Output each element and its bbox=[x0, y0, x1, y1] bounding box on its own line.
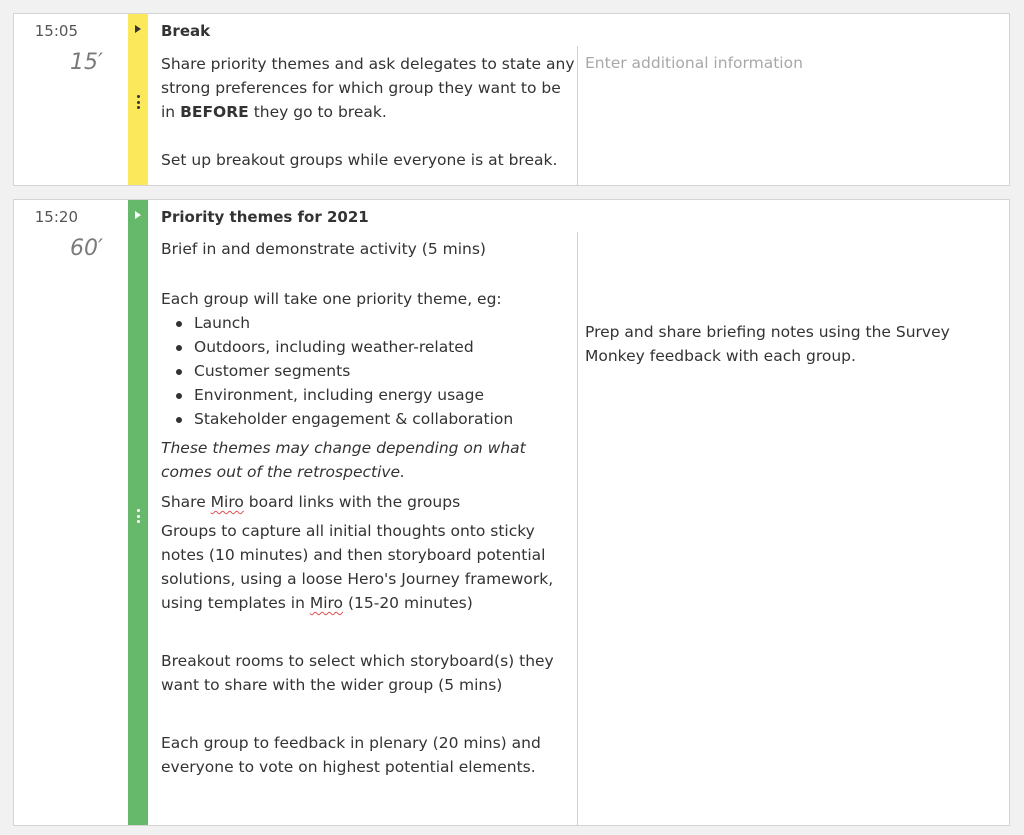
content-paragraph: Share priority themes and ask delegates to state any strong preferences for which group they want to be in BEFORE they go to break. bbox=[161, 55, 575, 121]
content-paragraph: Each group will take one priority theme, eg: bbox=[161, 290, 502, 308]
agenda-item-break[interactable] bbox=[13, 13, 1010, 186]
column-divider bbox=[577, 232, 578, 826]
content-paragraph: Each group to feedback in plenary (20 mins) and everyone to vote on highest potential elements. bbox=[161, 734, 541, 776]
spellcheck-word[interactable]: Miro bbox=[210, 493, 244, 511]
start-time[interactable]: 15:05 bbox=[34, 22, 78, 40]
list-item: Stakeholder engagement & collaboration bbox=[173, 407, 577, 431]
list-item: Launch bbox=[173, 311, 577, 335]
spellcheck-word[interactable]: Miro bbox=[309, 594, 344, 612]
duration[interactable]: 15′ bbox=[70, 50, 103, 75]
content-paragraph: Breakout rooms to select which storyboard(s) they want to share with the wider group (5 mins) bbox=[161, 652, 554, 694]
item-title[interactable]: Priority themes for 2021 bbox=[161, 208, 369, 226]
time-column bbox=[14, 14, 128, 185]
color-bar[interactable] bbox=[128, 14, 148, 185]
content-paragraph: Brief in and demonstrate activity (5 mins) bbox=[161, 240, 486, 258]
expand-arrow-icon[interactable] bbox=[135, 25, 141, 33]
list-item: Customer segments bbox=[173, 359, 577, 383]
item-content[interactable] bbox=[161, 237, 577, 779]
additional-info-field[interactable]: Enter additional information bbox=[585, 54, 803, 72]
start-time[interactable]: 15:20 bbox=[34, 208, 78, 226]
expand-arrow-icon[interactable] bbox=[135, 211, 141, 219]
content-paragraph: Set up breakout groups while everyone is at break. bbox=[161, 151, 558, 169]
list-item: Environment, including energy usage bbox=[173, 383, 577, 407]
drag-handle-icon[interactable] bbox=[136, 509, 140, 523]
column-divider bbox=[577, 46, 578, 186]
item-title[interactable]: Break bbox=[161, 22, 211, 40]
content-note: These themes may change depending on what comes out of the retrospective. bbox=[161, 439, 526, 481]
item-content[interactable] bbox=[161, 52, 577, 172]
theme-list bbox=[161, 311, 577, 431]
time-column bbox=[14, 200, 128, 825]
agenda-item-priority-themes[interactable] bbox=[13, 199, 1010, 826]
additional-info-field[interactable]: Prep and share briefing notes using the Survey Monkey feedback with each group. bbox=[585, 323, 950, 365]
color-bar[interactable] bbox=[128, 200, 148, 825]
content-paragraph: Groups to capture all initial thoughts onto sticky notes (10 minutes) and then storyboard potential solutions, using a loose Hero's Journey framework, using templates in Miro (15-20 minutes) bbox=[161, 522, 554, 612]
duration[interactable]: 60′ bbox=[70, 236, 103, 261]
content-paragraph: Share Miro board links with the groups bbox=[161, 493, 461, 511]
drag-handle-icon[interactable] bbox=[136, 95, 140, 109]
list-item: Outdoors, including weather-related bbox=[173, 335, 577, 359]
